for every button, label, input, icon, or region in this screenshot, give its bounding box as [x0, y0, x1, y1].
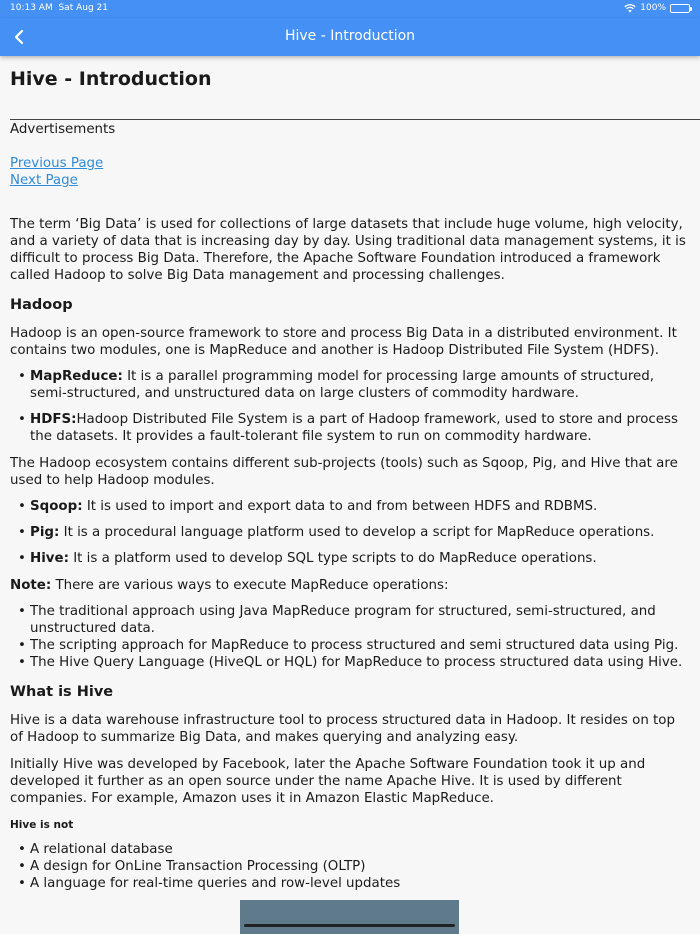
list-item: • MapReduce: It is a parallel programming model for processing large amounts of structured, semi-structured, and unstructured data on large clusters of commodity hardware. — [10, 368, 692, 402]
status-bar — [0, 0, 700, 18]
advertisements-label: Advertisements — [10, 122, 116, 137]
list-item: • The Hive Query Language (HiveQL or HQL) for MapReduce to process structured data using Hive. — [10, 654, 692, 671]
home-indicator — [244, 924, 455, 927]
modules-list — [10, 368, 692, 445]
page-links — [10, 155, 692, 189]
ecosystem-paragraph: The Hadoop ecosystem contains different sub-projects (tools) such as Sqoop, Pig, and Hive that are used to help Hadoop modules. — [10, 456, 678, 488]
list-item: • The traditional approach using Java MapReduce program for structured, semi-structured, and unstructured data. — [10, 603, 692, 637]
what-is-hive-paragraph: Hive is a data warehouse infrastructure tool to process structured data in Hadoop. It resides on top of Hadoop to summarize Big Data, and makes querying and analyzing easy. — [10, 713, 675, 745]
hadoop-paragraph: Hadoop is an open-source framework to store and process Big Data in a distributed environment. It contains two modules, one is MapReduce and another is Hadoop Distributed File System (HDFS). — [10, 326, 677, 358]
list-item: • Hive: It is a platform used to develop SQL type scripts to do MapReduce operations. — [10, 550, 692, 567]
page-title: Hive - Introduction — [10, 68, 212, 90]
note-paragraph: Note: There are various ways to execute MapReduce operations: — [10, 578, 449, 593]
hadoop-heading: Hadoop — [10, 297, 73, 313]
wifi-icon — [624, 4, 636, 13]
list-item: • HDFS:Hadoop Distributed File System is a part of Hadoop framework, used to store and process the datasets. It provides a fault-tolerant file system to run on commodity hardware. — [10, 411, 692, 445]
battery-percent: 100% — [640, 3, 666, 13]
next-page-link[interactable]: Next Page — [10, 173, 78, 188]
list-item: • Sqoop: It is used to import and export data to and from between HDFS and RDBMS. — [10, 498, 692, 515]
previous-page-link[interactable]: Previous Page — [10, 156, 104, 171]
ad-banner[interactable] — [240, 900, 459, 934]
status-time: 10:13 AM Sat Aug 21 — [10, 3, 108, 13]
list-item: • Pig: It is a procedural language platform used to develop a script for MapReduce operations. — [10, 524, 692, 541]
list-item: • A relational database — [10, 841, 692, 858]
list-item: • A design for OnLine Transaction Processing (OLTP) — [10, 858, 692, 875]
status-indicators — [624, 3, 690, 13]
nav-title: Hive - Introduction — [284, 28, 416, 44]
divider — [10, 119, 700, 120]
intro-paragraph: The term ‘Big Data’ is used for collections of large datasets that include huge volume, high velocity, and a variety of data that is increasing day by day. Using traditional data management systems, it is difficult to process Big Data. Therefore, the Apache Software Foundation introduced a framework called Hadoop to solve Big Data management and processing challenges. — [10, 217, 686, 283]
history-paragraph: Initially Hive was developed by Facebook, later the Apache Software Foundation took it up and developed it further as an open source under the name Apache Hive. It is used by different companies. For example, Amazon uses it in Amazon Elastic MapReduce. — [10, 757, 646, 806]
hive-is-not-heading: Hive is not — [10, 819, 74, 831]
tools-list — [10, 498, 692, 567]
list-item: • The scripting approach for MapReduce to process structured and semi structured data using Pig. — [10, 637, 692, 654]
article-content — [10, 66, 692, 892]
battery-icon — [670, 4, 690, 13]
what-is-hive-heading: What is Hive — [10, 684, 114, 700]
list-item: • A language for real-time queries and row-level updates — [10, 875, 692, 892]
navigation-bar — [0, 18, 700, 56]
approaches-list — [10, 603, 692, 671]
hive-is-not-list — [10, 841, 692, 892]
